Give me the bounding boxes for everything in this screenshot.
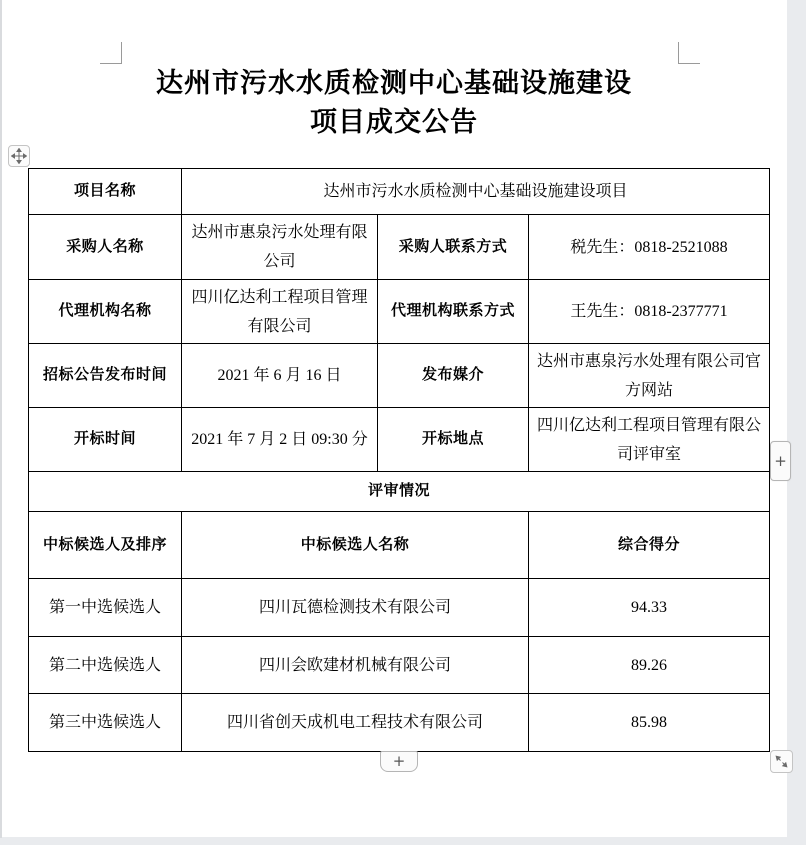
cell-candidate2-name[interactable]: 四川会欧建材机械有限公司 [182,637,529,694]
insert-row-right-button[interactable] [770,441,791,481]
table-row [29,280,770,344]
cell-open-place-label[interactable]: 开标地点 [378,408,529,472]
table-resize-handle[interactable] [770,750,793,773]
insert-row-bottom-button[interactable] [380,751,418,772]
cell-candidate3-name[interactable]: 四川省创天成机电工程技术有限公司 [182,694,529,752]
table-row [29,694,770,752]
plus-icon: + [392,752,406,770]
move-cross-icon [11,148,27,164]
cell-header-rank[interactable]: 中标候选人及排序 [29,512,182,579]
cell-candidate1-score[interactable]: 94.33 [529,579,770,637]
cell-candidate2-rank[interactable]: 第二中选候选人 [29,637,182,694]
table-row [29,215,770,280]
cell-agency-contact-label[interactable]: 代理机构联系方式 [378,280,529,344]
scrollbar-track-vertical[interactable] [787,0,806,845]
scrollbar-track-horizontal[interactable] [0,837,806,845]
cell-purchaser-label[interactable]: 采购人名称 [29,215,182,280]
cell-project-name-value[interactable]: 达州市污水水质检测中心基础设施建设项目 [182,169,770,215]
cell-candidate3-score[interactable]: 85.98 [529,694,770,752]
announcement-table [28,168,770,752]
margin-mark-top-left [100,42,122,64]
cell-agency-contact-value[interactable]: 王先生：0818-2377771 [529,280,770,344]
cell-header-candidate-name[interactable]: 中标候选人名称 [182,512,529,579]
table-row [29,579,770,637]
cell-purchaser-contact-value[interactable]: 税先生：0818-2521088 [529,215,770,280]
cell-candidate1-rank[interactable]: 第一中选候选人 [29,579,182,637]
title-line-2: 项目成交公告 [310,107,478,137]
document-title[interactable] [2,64,786,142]
cell-candidate1-name[interactable]: 四川瓦德检测技术有限公司 [182,579,529,637]
cell-announce-time-value[interactable]: 2021 年 6 月 16 日 [182,344,378,408]
cell-announce-time-label[interactable]: 招标公告发布时间 [29,344,182,408]
cell-agency-label[interactable]: 代理机构名称 [29,280,182,344]
cell-open-time-value[interactable]: 2021 年 7 月 2 日 09:30 分 [182,408,378,472]
table-row [29,344,770,408]
table-move-handle[interactable] [8,145,30,167]
cell-candidate3-rank[interactable]: 第三中选候选人 [29,694,182,752]
cell-agency-value[interactable]: 四川亿达利工程项目管理有限公司 [182,280,378,344]
table-row [29,637,770,694]
cell-open-time-label[interactable]: 开标时间 [29,408,182,472]
title-line-1: 达州市污水水质检测中心基础设施建设 [156,68,632,98]
cell-project-name-label[interactable]: 项目名称 [29,169,182,215]
cell-media-value[interactable]: 达州市惠泉污水处理有限公司官方网站 [529,344,770,408]
plus-icon: + [774,451,787,470]
margin-mark-top-right [678,42,700,64]
table-row [29,512,770,579]
cell-header-score[interactable]: 综合得分 [529,512,770,579]
resize-diagonal-icon [774,754,789,769]
cell-media-label[interactable]: 发布媒介 [378,344,529,408]
cell-purchaser-contact-label[interactable]: 采购人联系方式 [378,215,529,280]
table-row [29,408,770,472]
table-row [29,169,770,215]
cell-open-place-value[interactable]: 四川亿达利工程项目管理有限公司评审室 [529,408,770,472]
cell-review-section-title[interactable]: 评审情况 [29,472,770,512]
cell-candidate2-score[interactable]: 89.26 [529,637,770,694]
cell-purchaser-value[interactable]: 达州市惠泉污水处理有限公司 [182,215,378,280]
table-row [29,472,770,512]
